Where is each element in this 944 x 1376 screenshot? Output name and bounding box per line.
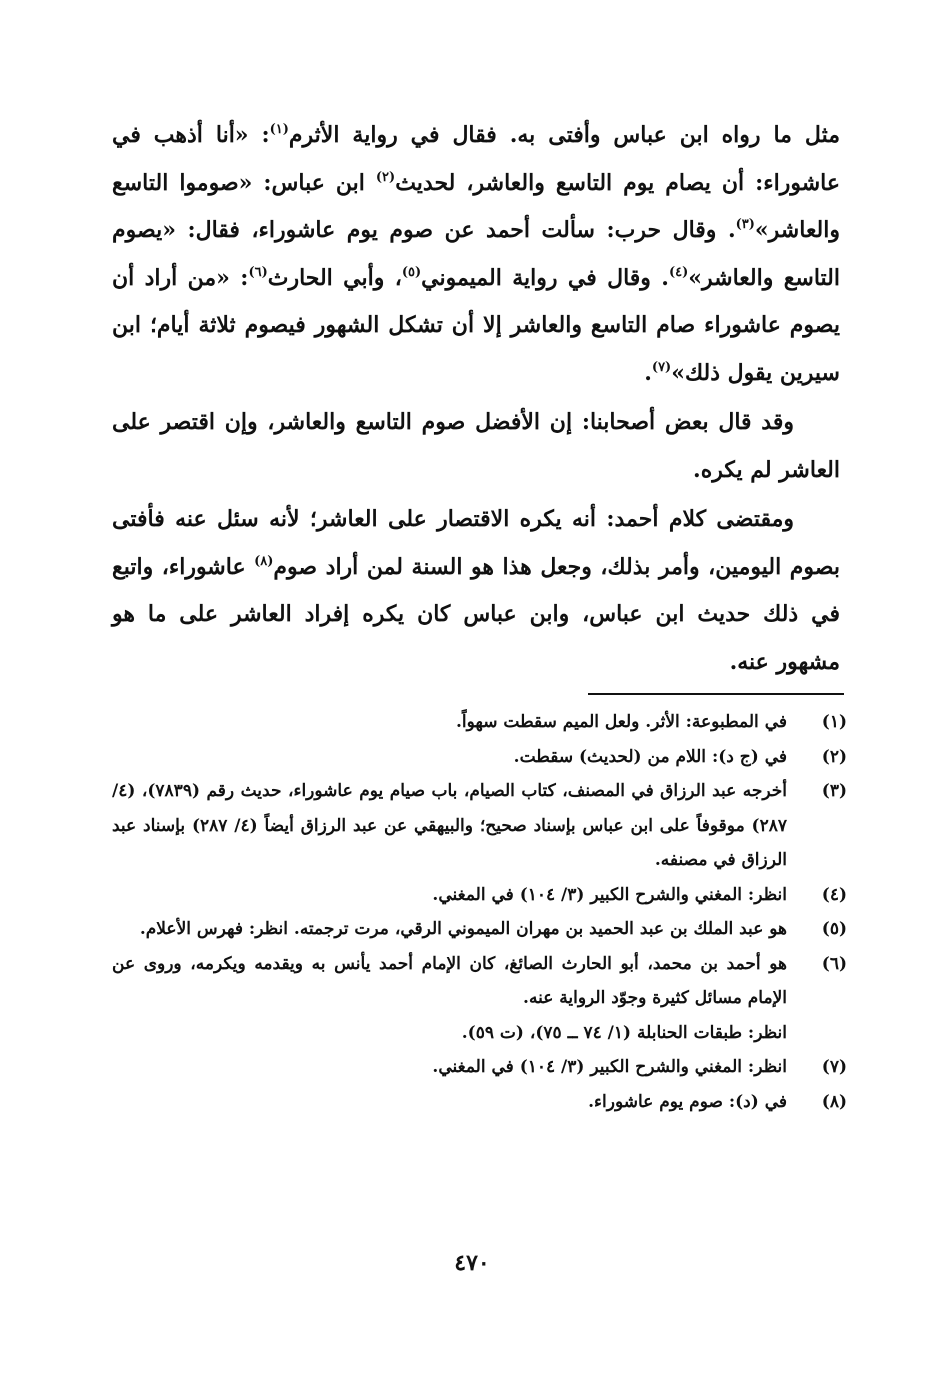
footnote <box>112 1050 847 1085</box>
footnote <box>112 740 847 775</box>
footnote-line: في المطبوعة: الأثر. ولعل الميم سقطت سهواً. <box>455 712 787 732</box>
footnote-text <box>112 947 787 1051</box>
footnote-number: (٧) <box>821 1057 847 1077</box>
footnote-text <box>112 774 787 878</box>
footnote-number: (٤) <box>821 884 847 905</box>
footnote-number: (٦) <box>821 953 847 974</box>
footnote-line: هو أحمد بن محمد، أبو الحارث الصائغ، كان الإمام أحمد يأنس به ويقدمه ويكرمه، وروى عن الإمام مسائل كثيرة وجوّد الرواية عنه. <box>112 953 787 1008</box>
footnote-number: (٥) <box>821 919 847 939</box>
footnote-text <box>112 1050 787 1085</box>
footnote <box>112 947 847 1051</box>
footnote-number: (٣) <box>821 781 847 801</box>
footnote-text <box>112 1085 787 1120</box>
footnote-number: (٢) <box>821 746 847 767</box>
footnote <box>112 705 847 740</box>
paragraph-text: . <box>644 359 652 386</box>
footnote <box>112 774 847 878</box>
footnote-separator <box>588 693 844 695</box>
footnote-reference: (٤) <box>668 264 689 280</box>
footnote-text <box>112 740 787 775</box>
paragraph-text: عاشوراء، واتبع في ذلك حديث ابن عباس، وابن عباس كان يكره إفراد العاشر على ما هو مشهور عنه. <box>112 553 840 675</box>
page-number: ٤٧٠ <box>454 1250 490 1276</box>
footnote-text <box>112 878 787 913</box>
footnote-number: (١) <box>821 712 847 732</box>
footnote-reference: (٢) <box>375 169 396 185</box>
paragraph-text: . وقال حرب: سألت أحمد عن صوم يوم عاشوراء، فقال: «يصوم التاسع والعاشر» <box>112 217 840 291</box>
paragraph-text: . وقال في رواية الميموني <box>421 264 669 291</box>
footnote-reference: (٥) <box>401 264 422 280</box>
main-text <box>112 112 840 688</box>
footnote-line: في (د): صوم يوم عاشوراء. <box>588 1091 787 1112</box>
paragraph-text: ابن عباس: «صوموا التاسع والعاشر» <box>112 169 840 243</box>
footnote-text <box>112 705 787 740</box>
paragraph-text: وقد قال بعض أصحابنا: إن الأفضل صوم التاسع والعاشر، وإن اقتصر على العاشر لم يكره. <box>112 409 840 483</box>
footnote-line: أخرجه عبد الرزاق في المصنف، كتاب الصيام، باب صيام يوم عاشوراء، حديث رقم (٧٨٣٩)، (٤/ ٢٨٧) موقوفاً على ابن عباس بإسناد صحيح؛ والبيهقي عن عبد الرزاق أيضاً (٤/ ٢٨٧) بإسناد عبد الرزاق في مصنفه. <box>112 781 787 870</box>
paragraph-text: مثل ما رواه ابن عباس وأفتى به. فقال في رواية الأثرم <box>288 122 840 148</box>
footnote-line: انظر: المغني والشرح الكبير (٣/ ١٠٤) في المغني. <box>432 884 787 905</box>
paragraph-text: : «أنا أذهب في عاشوراء: أن يصام يوم التاسع والعاشر، لحديث <box>112 122 840 196</box>
footnote-reference: (٨) <box>254 553 274 569</box>
paragraph <box>112 496 840 686</box>
footnote <box>112 1085 847 1120</box>
footnote <box>112 912 847 947</box>
paragraph-text: : «من أراد أن يصوم عاشوراء صام التاسع والعاشر إلا أن تشكل الشهور فيصوم ثلاثة أيام؛ ابن سيرين يقول ذلك» <box>112 264 840 386</box>
footnote-line: انظر: المغني والشرح الكبير (٣/ ١٠٤) في المغني. <box>432 1057 787 1077</box>
footnote-reference: (٧) <box>651 359 672 375</box>
footnote-text <box>112 912 787 947</box>
footnote-line: في (ج د): اللام من (لحديث) سقطت. <box>513 746 787 767</box>
paragraph <box>112 112 840 397</box>
footnote-line: انظر: طبقات الحنابلة (١/ ٧٤ ــ ٧٥)، (ت ٥٩). <box>461 1022 787 1043</box>
paragraph <box>112 399 840 494</box>
footnotes <box>112 705 847 1119</box>
footnote <box>112 878 847 913</box>
footnote-reference: (٣) <box>735 217 755 232</box>
paragraph-text: ، وأبي الحارث <box>267 264 402 291</box>
footnote-reference: (٦) <box>248 264 268 280</box>
footnote-line: هو عبد الملك بن عبد الحميد بن مهران الميموني الرقي، مرت ترجمته. انظر: فهرس الأعلام. <box>139 919 787 939</box>
footnote-reference: (١) <box>269 122 289 137</box>
footnote-number: (٨) <box>821 1091 847 1112</box>
paragraph-text: ومقتضى كلام أحمد: أنه يكره الاقتصار على العاشر؛ لأنه سئل عنه فأفتى بصوم اليومين، وأمر بذلك، وجعل هذا هو السنة لمن أراد صوم <box>112 506 840 580</box>
